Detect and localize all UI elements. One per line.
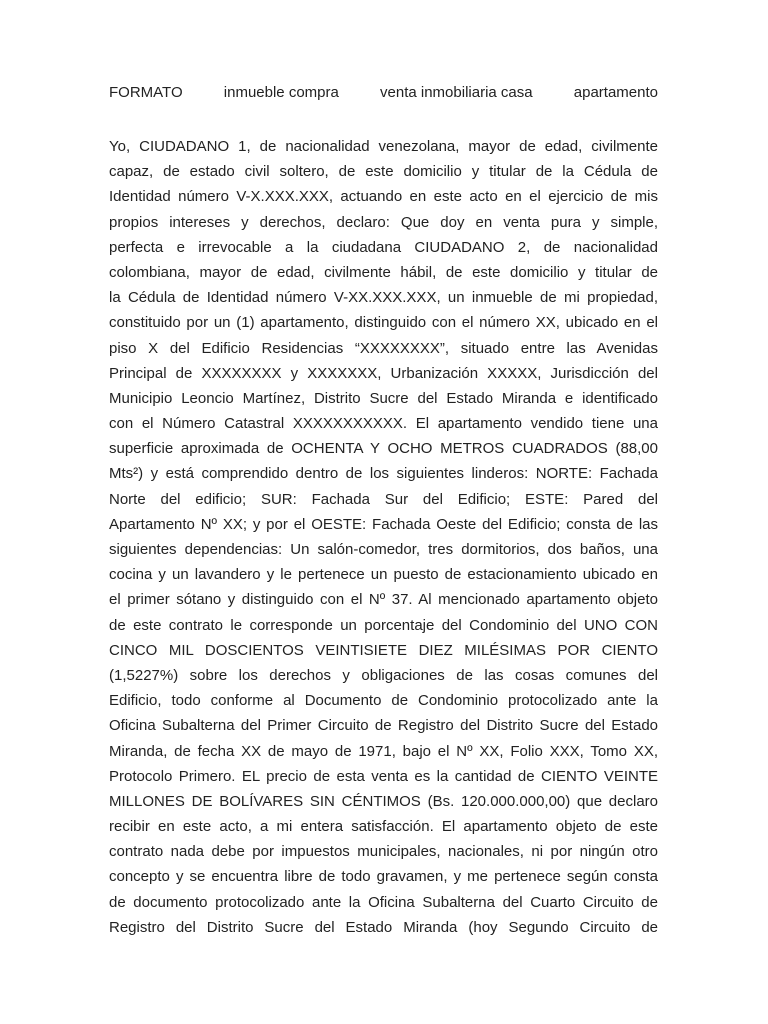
body-line: piso X del Edificio Residencias “XXXXXXXX”, situado entre las Avenidas <box>109 339 658 357</box>
body-line: colombiana, mayor de edad, civilmente hábil, de este domicilio y titular de <box>109 263 658 281</box>
body-line: Norte del edificio; SUR: Fachada Sur del Edificio; ESTE: Pared del <box>109 490 658 508</box>
heading-word: venta inmobiliaria casa <box>380 84 533 101</box>
body-line: propios intereses y derechos, declaro: Que doy en venta pura y simple, <box>109 213 658 231</box>
body-line: Identidad número V-X.XXX.XXX, actuando en este acto en el ejercicio de mis <box>109 188 658 206</box>
body-line: el primer sótano y distinguido con el Nº 37. Al mencionado apartamento objeto <box>109 591 658 609</box>
body-line: Principal de XXXXXXXX y XXXXXXX, Urbanización XXXXX, Jurisdicción del <box>109 364 658 382</box>
body-line: la Cédula de Identidad número V-XX.XXX.XXX, un inmueble de mi propiedad, <box>109 289 658 307</box>
heading-word: apartamento <box>573 84 658 101</box>
body-line: Miranda, de fecha XX de mayo de 1971, bajo el Nº XX, Folio XXX, Tomo XX, <box>109 742 658 760</box>
body-line: Protocolo Primero. EL precio de esta venta es la cantidad de CIENTO VEINTE <box>109 767 658 785</box>
body-line: CINCO MIL DOSCIENTOS VEINTISIETE DIEZ MILÉSIMAS POR CIENTO <box>109 641 658 659</box>
body-line: Edificio, todo conforme al Documento de Condominio protocolizado ante la <box>109 692 658 710</box>
body-line: Municipio Leoncio Martínez, Distrito Sucre del Estado Miranda e identificado <box>109 389 658 407</box>
heading-word: inmueble compra <box>223 84 339 101</box>
body-line: superficie aproximada de OCHENTA Y OCHO METROS CUADRADOS (88,00 <box>109 440 658 458</box>
body-line: de este contrato le corresponde un porcentaje del Condominio del UNO CON <box>109 616 658 634</box>
body-line: cocina y un lavandero y le pertenece un puesto de estacionamiento ubicado en <box>109 566 658 584</box>
body-line: recibir en este acto, a mi entera satisfacción. El apartamento objeto de este <box>109 818 658 836</box>
body-line: perfecta e irrevocable a la ciudadana CIUDADANO 2, de nacionalidad <box>109 238 658 256</box>
body-line: concepto y se encuentra libre de todo gravamen, y me pertenece según consta <box>109 868 658 886</box>
body-line: (1,5227%) sobre los derechos y obligaciones de las cosas comunes del <box>109 666 658 684</box>
body-line: Yo, CIUDADANO 1, de nacionalidad venezolana, mayor de edad, civilmente <box>109 138 658 155</box>
body-line: de documento protocolizado ante la Oficina Subalterna del Cuarto Circuito de <box>109 893 658 911</box>
body-line: con el Número Catastral XXXXXXXXXXX. El apartamento vendido tiene una <box>109 415 658 433</box>
body-line: siguientes dependencias: Un salón-comedor, tres dormitorios, dos baños, una <box>109 541 658 558</box>
body-line: MILLONES DE BOLÍVARES SIN CÉNTIMOS (Bs. 120.000.000,00) que declaro <box>109 792 658 810</box>
body-line: Oficina Subalterna del Primer Circuito de Registro del Distrito Sucre del Estado <box>109 717 658 735</box>
body-line: Apartamento Nº XX; y por el OESTE: Fachada Oeste del Edificio; consta de las <box>109 515 658 533</box>
body-line: Registro del Distrito Sucre del Estado Miranda (hoy Segundo Circuito de <box>109 918 658 936</box>
document-body <box>109 134 658 940</box>
body-line: Mts²) y está comprendido dentro de los siguientes linderos: NORTE: Fachada <box>109 465 658 483</box>
document-heading <box>109 84 658 101</box>
heading-word: FORMATO <box>109 84 183 101</box>
body-line: capaz, de estado civil soltero, de este domicilio y titular de la Cédula de <box>109 163 658 181</box>
body-line: contrato nada debe por impuestos municipales, nacionales, ni por ningún otro <box>109 843 658 861</box>
body-line: constituido por un (1) apartamento, distinguido con el número XX, ubicado en el <box>109 314 658 332</box>
